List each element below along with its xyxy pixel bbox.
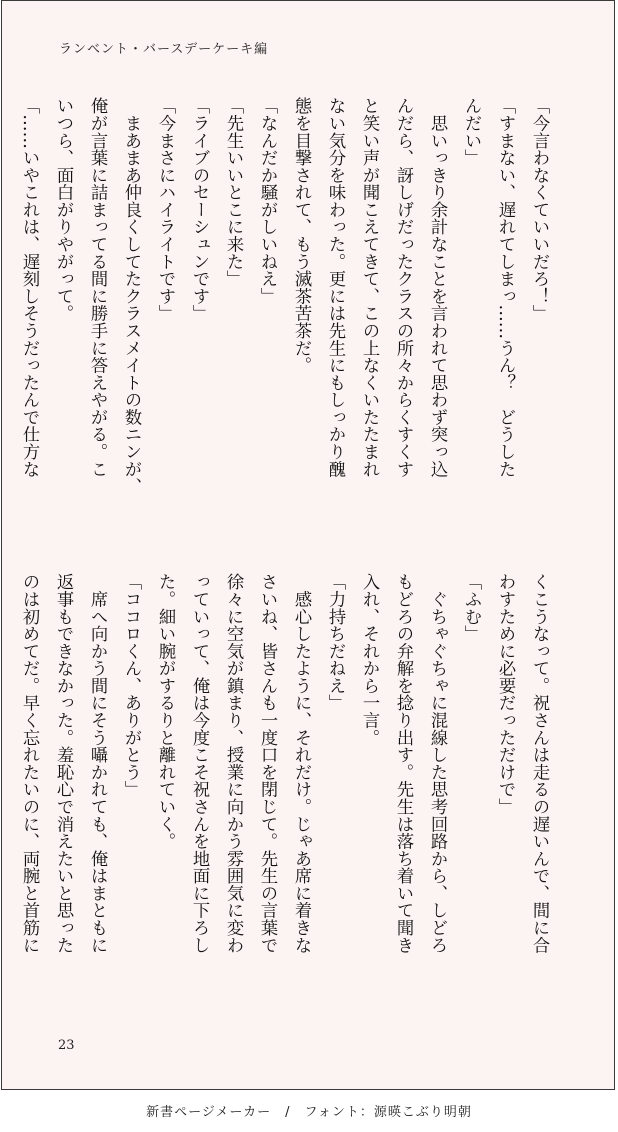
book-page: [1, 0, 615, 1090]
text-column: 「ココロくん、ありがとう」: [121, 573, 141, 798]
text-column: っていって、俺は今度こそ祝さんを地面に下ろし: [189, 573, 209, 954]
running-title: ランベント・バースデーケーキ編: [59, 42, 269, 57]
text-column: ない気分を味わった。更には先生にもしっかり醜: [325, 97, 345, 478]
text-column: わすために必要だっただけで」: [495, 573, 515, 816]
text-column: さいね、皆さんも一度口を閉じて。先生の言葉で: [257, 573, 277, 954]
page-number: 23: [58, 1038, 75, 1053]
text-column: 感心したように、それだけ。じゃあ席に着きな: [291, 573, 311, 954]
text-column: 席へ向かう間にそう囁かれても、俺はまともに: [87, 573, 107, 954]
text-column: んだい」: [461, 97, 481, 167]
text-column: 徐々に空気が鎮まり、授業に向かう雰囲気に変わ: [223, 573, 243, 954]
footer-credit: 新書ページメーカー / フォント：源暎こぶり明朝: [146, 1105, 472, 1120]
text-column: くこうなって。祝さんは走るの遅いんで、間に合: [529, 573, 549, 954]
text-column: ぐちゃぐちゃに混線した思考回路から、しどろ: [427, 573, 447, 954]
text-column: 「なんだか騒がしいねえ」: [257, 97, 277, 305]
text-column: 「ライブのセーシュンです」: [189, 97, 209, 322]
text-column: まあまあ仲良くしてたクラスメイトの数ニンが、: [121, 97, 141, 495]
text-column: 俺が言葉に詰まってる間に勝手に答えやがる。こ: [87, 97, 107, 478]
text-column: 「先生いいとこに来た」: [223, 97, 243, 288]
text-column: 「今まさにハイライトです」: [155, 97, 175, 322]
text-column: 入れ、それから一言。: [359, 573, 379, 746]
text-column: 「……いやこれは、遅刻しそうだったんで仕方な: [19, 97, 39, 478]
text-column: もどろの弁解を捻り出す。先生は落ち着いて聞き: [393, 573, 413, 954]
text-column: 態を目撃されて、もう滅茶苦茶だ。: [291, 97, 311, 374]
text-block-top: [19, 97, 556, 525]
text-column: た。細い腕がするりと離れていく。: [155, 573, 175, 850]
text-block-bottom: [19, 573, 556, 1001]
text-column: 返事もできなかった。羞恥心で消えたいと思った: [53, 573, 73, 954]
text-column: 「すまない、遅れてしまっ……うん？ どうした: [495, 97, 515, 478]
text-column: 「ふむ」: [461, 573, 481, 643]
text-column: 思いっきり余計なことを言われて思わず突っ込: [427, 97, 447, 478]
text-column: んだら、訝しげだったクラスの所々からくすくす: [393, 97, 413, 478]
text-column: 「力持ちだねえ」: [325, 573, 345, 712]
text-column: いつら、面白がりやがって。: [53, 97, 73, 322]
text-column: と笑い声が聞こえてきて、この上なくいたたまれ: [359, 97, 379, 478]
text-column: のは初めてだ。早く忘れたいのに、両腕と首筋に: [19, 573, 39, 954]
text-column: 「今言わなくていいだろ！」: [529, 97, 549, 322]
